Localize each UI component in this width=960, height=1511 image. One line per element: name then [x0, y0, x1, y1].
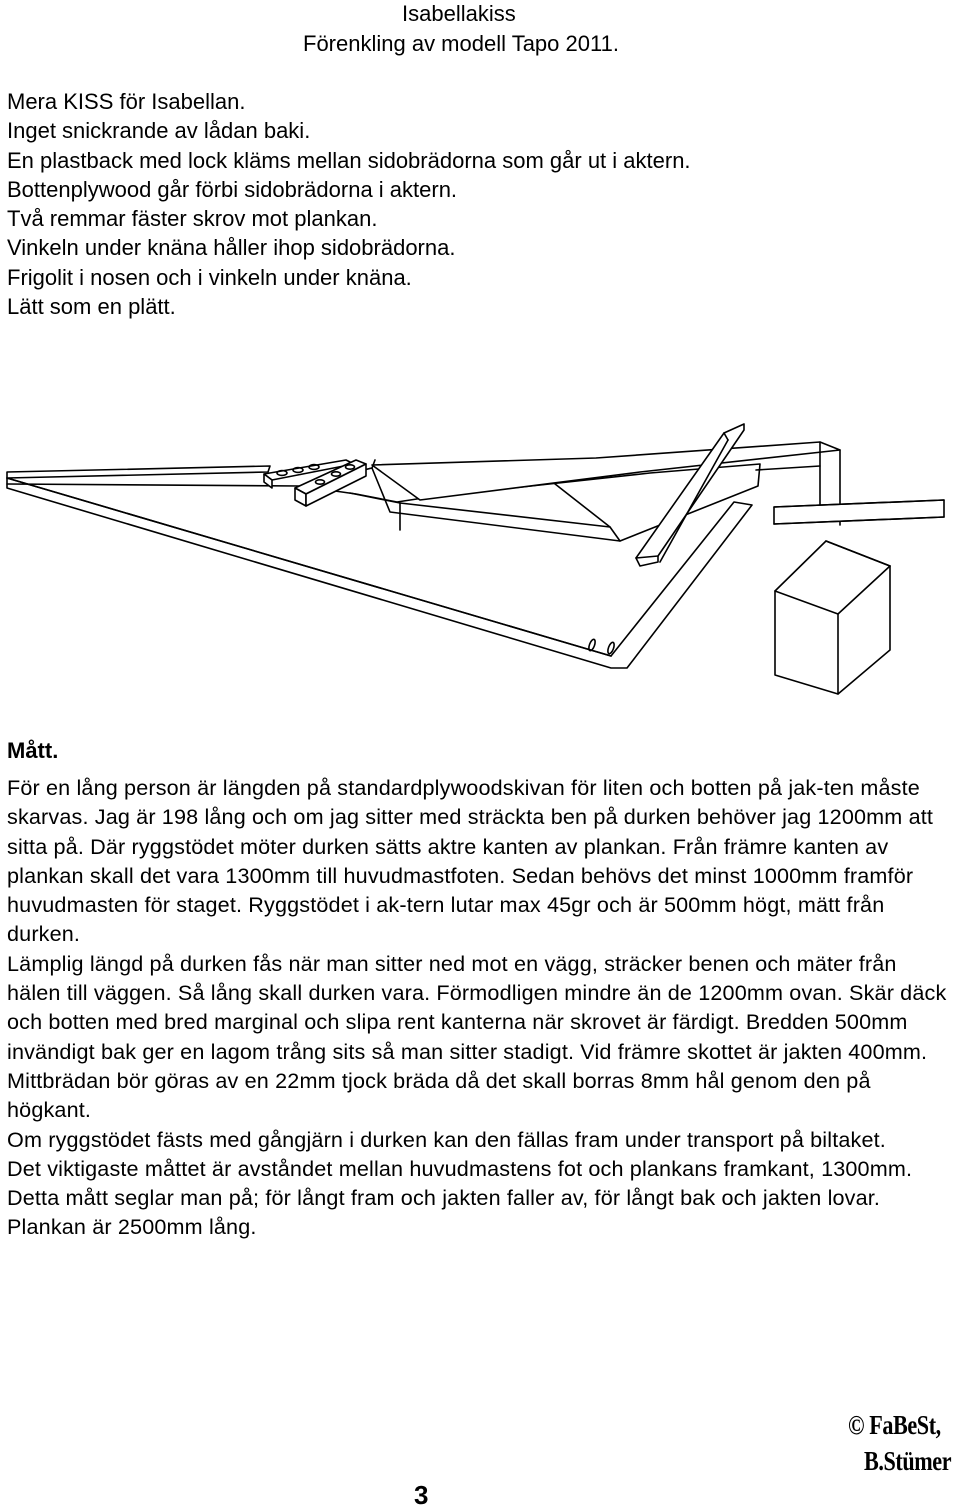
intro-line: En plastback med lock kläms mellan sidobrädorna som går ut i aktern. — [7, 147, 691, 173]
copyright-author: B.Stümer — [864, 1446, 952, 1476]
intro-line: Bottenplywood går förbi sidobrädorna i aktern. — [7, 176, 458, 202]
copyright-line: © FaBeSt, — [848, 1410, 941, 1440]
intro-line: Lätt som en plätt. — [7, 294, 176, 320]
paragraph: Det viktigaste måttet är avståndet mellan huvudmastens fot och plankans framkant, 1300mm. Detta mått seglar man på; för långt fram och jakten faller av, för långt bak och jakten lovar. Plankan är 2500mm lång. — [7, 1155, 913, 1240]
intro-list — [7, 87, 947, 321]
paragraph: Mittbrädan bör göras av en 22mm tjock bräda då det skall borras 8mm hål genom den på högkant. — [7, 1067, 871, 1123]
document-title: Isabellakiss — [402, 1, 516, 26]
intro-line: Två remmar fäster skrov mot plankan. — [7, 206, 378, 232]
intro-line: Inget snickrande av lådan baki. — [7, 118, 311, 144]
body-text — [7, 773, 952, 1242]
intro-line: Mera KISS för Isabellan. — [7, 89, 246, 114]
paragraph: Om ryggstödet fästs med gångjärn i durken kan den fällas fram under transport på biltaket. — [7, 1126, 886, 1152]
transom-board — [774, 500, 944, 524]
intro-line: Frigolit i nosen och i vinkeln under knäna. — [7, 264, 412, 290]
copyright-notice — [848, 1407, 960, 1479]
paragraph: För en lång person är längden på standardplywoodskivan för liten och botten på jak-ten måste skarvas. Jag är 198 lång och om jag sitter med sträckta ben på durken behöver jag 1200mm att sitta på. Där ryggstödet möter durken sätts aktre kanten av plankan. Från främre kanten av plankan skall det vara 1300mm till huvudmastfoten. Sedan behövs det minst 1000mm framför huvudmasten för staget. Ryggstödet i ak-tern lutar max 45gr och är 500mm högt, mätt från durken. — [7, 775, 934, 947]
page-number: 3 — [414, 1480, 429, 1510]
plastic-box — [775, 541, 890, 694]
section-heading: Mått. — [7, 738, 59, 763]
document-subtitle: Förenkling av modell Tapo 2011. — [303, 31, 619, 56]
intro-line: Vinkeln under knäna håller ihop sidobrädorna. — [7, 235, 456, 261]
paragraph: Lämplig längd på durken fås när man sitter ned mot en vägg, sträcker benen och mäter från hälen till väggen. Så lång skall durken vara. Förmodligen mindre än de 1200mm ovan. Skär däck och botten med bred marginal och slipa rent kanterna när skrovet är färdigt. Bredden 500mm invändigt bak ger en lagom trång sits så man sitter stadigt. Vid främre skottet är jakten 400mm. — [7, 950, 947, 1064]
boat-construction-drawing — [0, 410, 960, 710]
